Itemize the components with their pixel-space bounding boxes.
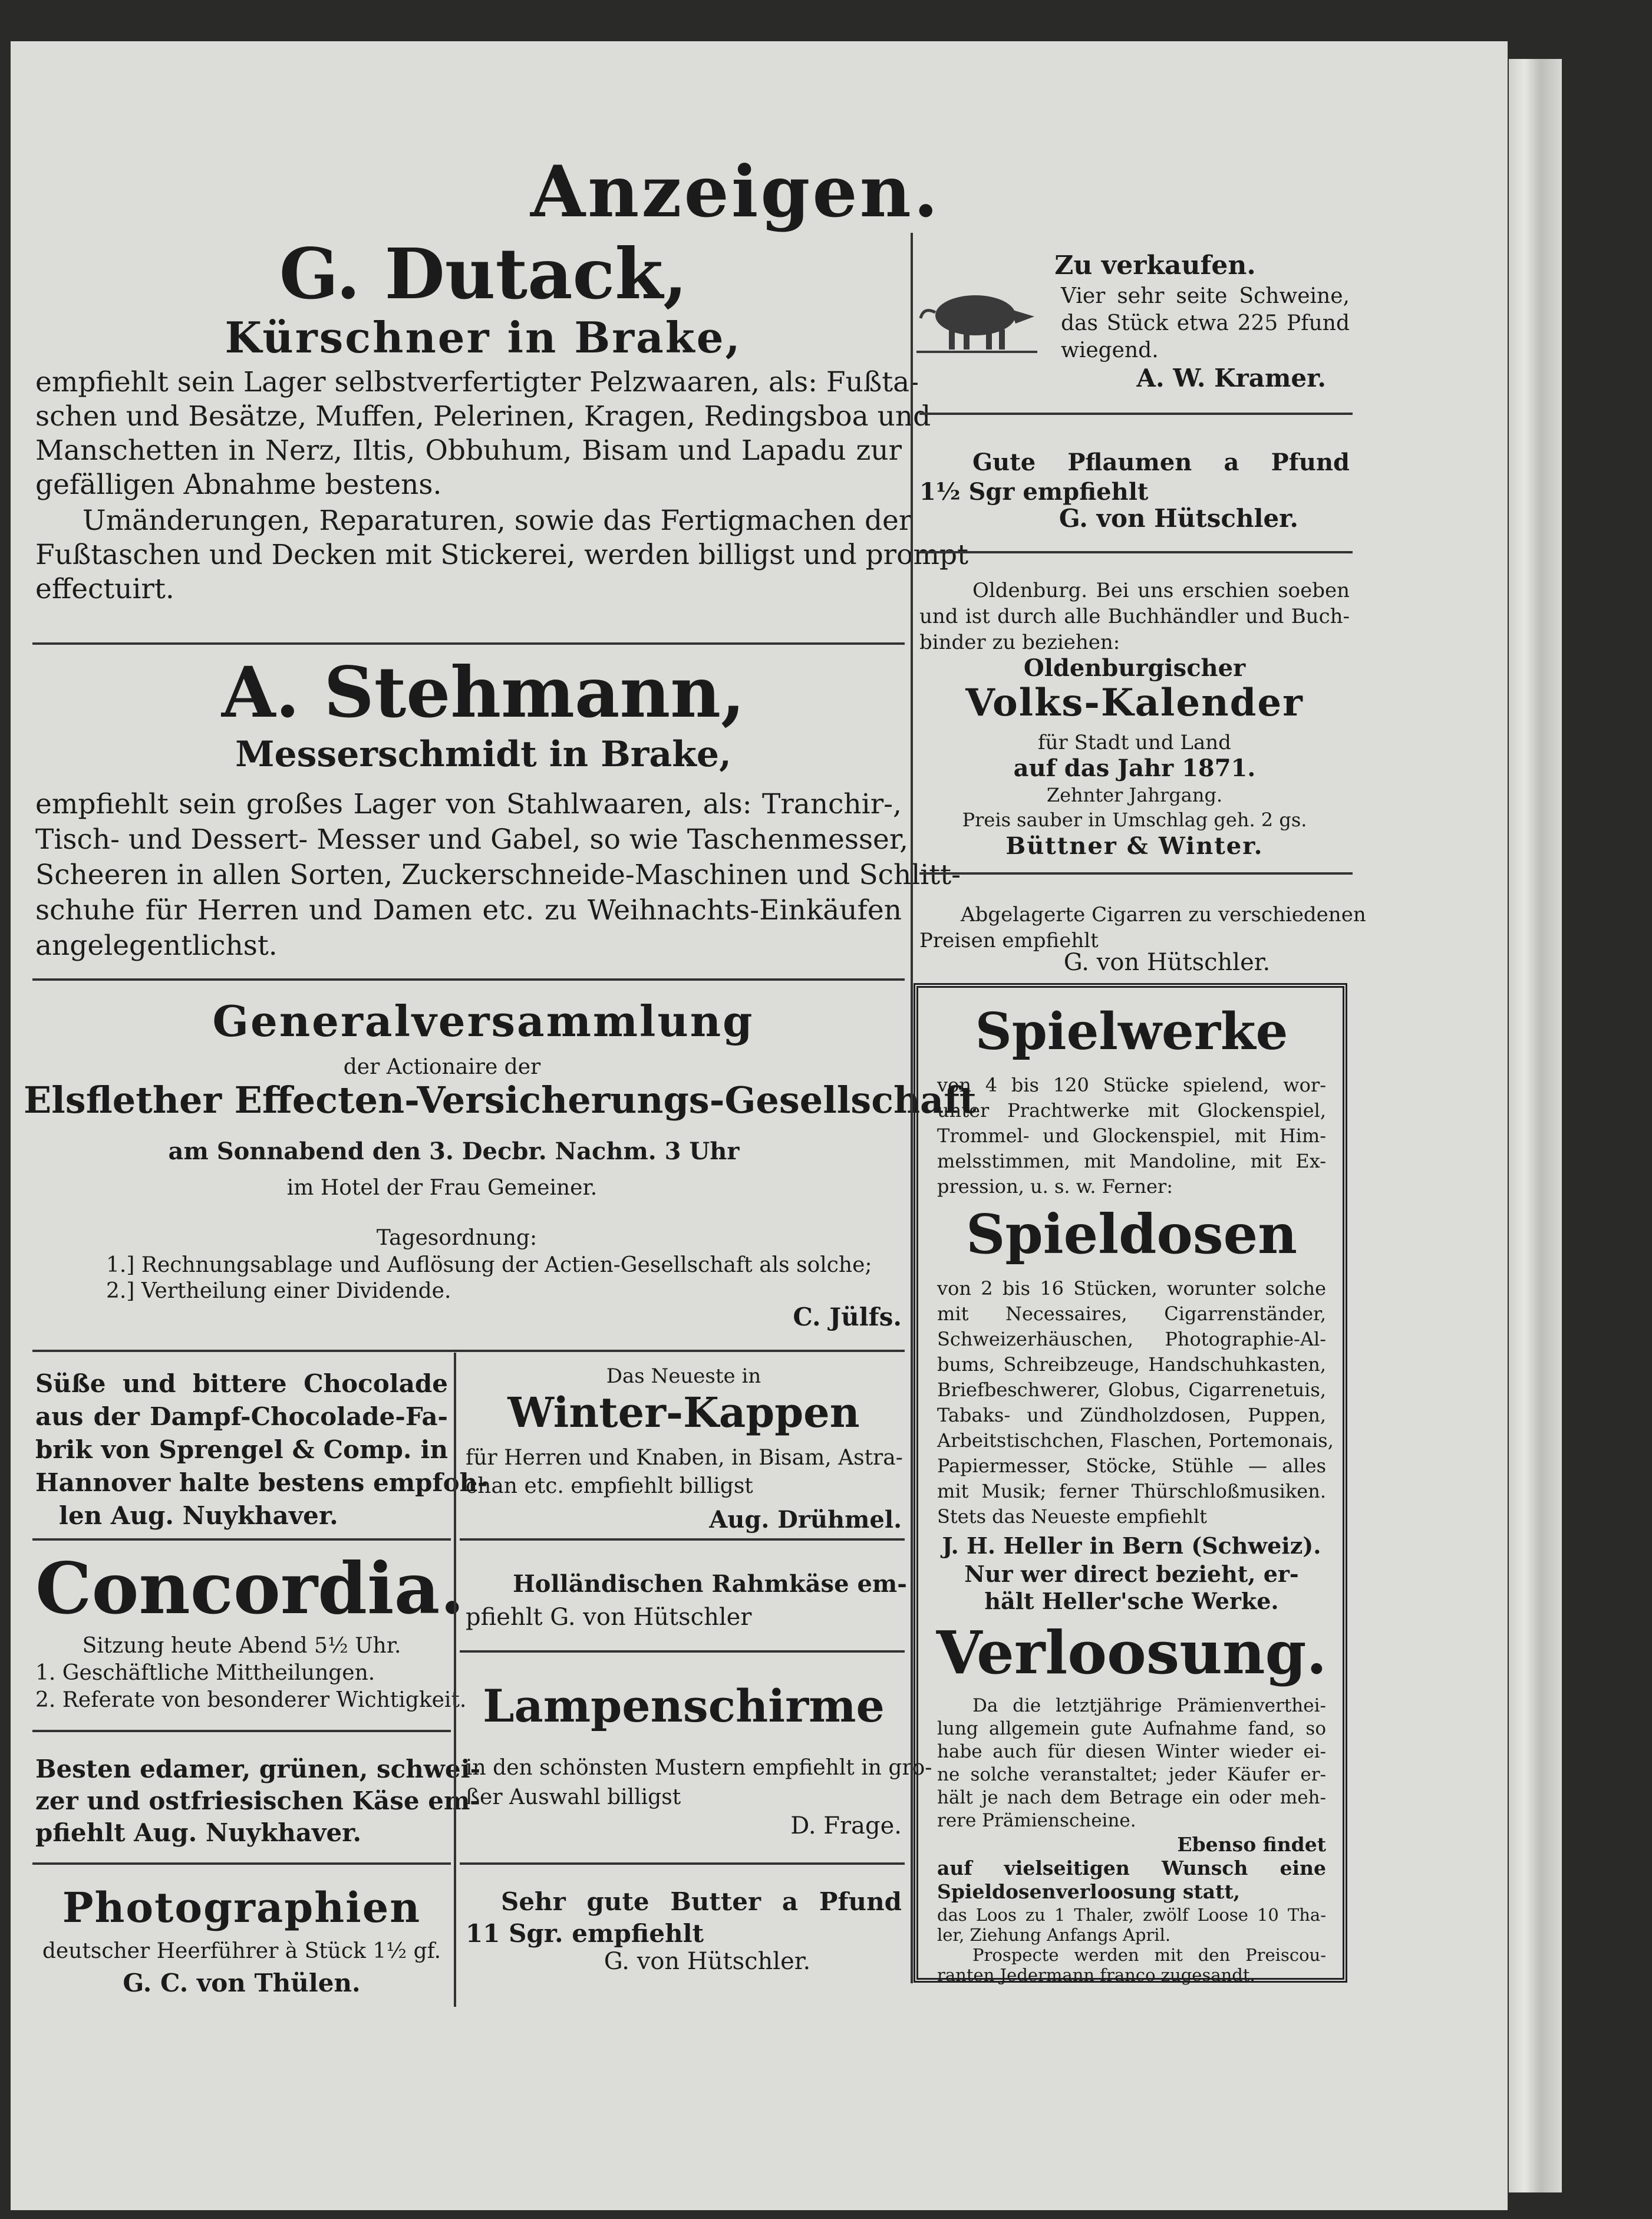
divider bbox=[32, 1350, 905, 1352]
text-line: Vier sehr seite Schweine, bbox=[1061, 284, 1350, 308]
text-line: von 2 bis 16 Stücken, worunter solche bbox=[937, 1277, 1326, 1300]
divider bbox=[919, 872, 1353, 875]
kalender-pre: Oldenburgischer bbox=[1023, 654, 1246, 682]
text-line: mit Musik; ferner Thürschloßmusiken. bbox=[937, 1480, 1326, 1502]
divider bbox=[460, 1862, 905, 1865]
kalender-sub2: auf das Jahr 1871. bbox=[1013, 754, 1256, 782]
pig-icon bbox=[916, 280, 1037, 357]
agenda-item: 1.] Rechnungsablage und Auflösung der Actien-Gesellschaft als solche; bbox=[106, 1253, 872, 1277]
text-line: und ist durch alle Buchhändler und Buch- bbox=[919, 605, 1350, 628]
text-line: Preisen empfiehlt bbox=[919, 929, 1099, 952]
photo-line: deutscher Heerführer à Stück 1½ gf. bbox=[42, 1939, 441, 1963]
verloosung-text bbox=[937, 1694, 1326, 1832]
page-title: Anzeigen. bbox=[530, 150, 941, 233]
text-line: Umänderungen, Reparaturen, sowie das Fertigmachen der bbox=[83, 505, 912, 537]
text-line: empfiehlt sein Lager selbstverfertigter Pelzwaaren, als: Fußta- bbox=[35, 366, 919, 398]
edamer-ad bbox=[35, 1753, 481, 1849]
text-line: brik von Sprengel & Comp. in bbox=[35, 1435, 448, 1464]
text-line: 2. Referate von besonderer Wichtigkeit. bbox=[35, 1688, 467, 1712]
pflaumen-sign: G. von Hütschler. bbox=[1059, 504, 1299, 533]
text-line: angelegentlichst. bbox=[35, 929, 278, 962]
text-line: Schweizerhäuschen, Photographie-Al- bbox=[937, 1328, 1326, 1350]
text-line: melsstimmen, mit Mandoline, mit Ex- bbox=[937, 1150, 1326, 1172]
text-line: Prospecte werden mit den Preiscou- bbox=[972, 1945, 1326, 1965]
text-line: für Herren und Knaben, in Bisam, Astra- bbox=[466, 1446, 903, 1470]
spieldosen-title: Spieldosen bbox=[965, 1202, 1298, 1266]
winter-text bbox=[466, 1444, 902, 1501]
divider bbox=[32, 1730, 451, 1732]
text-line: lung allgemein gute Aufnahme fand, so bbox=[937, 1718, 1326, 1739]
spielwerke-text bbox=[937, 1073, 1326, 1199]
text-line: ler, Ziehung Anfangs April. bbox=[937, 1925, 1171, 1945]
kalender-title: Volks-Kalender bbox=[965, 681, 1304, 725]
text-line: Scheeren in allen Sorten, Zuckerschneide-Maschinen und Schlitt- bbox=[35, 859, 961, 891]
agenda-item: 2.] Vertheilung einer Dividende. bbox=[106, 1279, 451, 1303]
lampen-title: Lampenschirme bbox=[483, 1680, 885, 1732]
text-line: wiegend. bbox=[1061, 338, 1159, 362]
text-line: pression, u. s. w. Ferner: bbox=[937, 1175, 1173, 1198]
text-line: Briefbeschwerer, Globus, Cigarrenetuis, bbox=[937, 1379, 1326, 1401]
winter-title: Winter-Kappen bbox=[507, 1388, 860, 1437]
text-line: pfiehlt G. von Hütschler bbox=[466, 1604, 752, 1631]
text-line: hält je nach dem Betrage ein oder meh- bbox=[937, 1787, 1326, 1808]
winter-sign: Aug. Drühmel. bbox=[709, 1506, 902, 1534]
text-line: Fußtaschen und Decken mit Stickerei, werden billigst und prompt bbox=[35, 539, 968, 571]
winter-intro: Das Neueste in bbox=[606, 1364, 761, 1388]
divider bbox=[32, 642, 905, 645]
column-rule bbox=[454, 1353, 456, 2007]
dutack-text-2 bbox=[35, 504, 968, 606]
text-line: ßer Auswahl billigst bbox=[466, 1785, 681, 1809]
verkaufen-title: Zu verkaufen. bbox=[1054, 250, 1256, 281]
text-line: Gute Pflaumen a Pfund bbox=[972, 449, 1350, 476]
spielwerke-bold bbox=[925, 1561, 1338, 1615]
divider bbox=[32, 1862, 451, 1865]
general-sign: C. Jülfs. bbox=[793, 1303, 902, 1331]
verloosung-title: Verloosung. bbox=[936, 1618, 1327, 1687]
text-line: Stets das Neueste empfiehlt bbox=[937, 1505, 1207, 1528]
text-line: len Aug. Nuykhaver. bbox=[59, 1501, 338, 1530]
lampen-text bbox=[466, 1753, 932, 1812]
verkaufen-text bbox=[1061, 283, 1350, 364]
general-agenda bbox=[106, 1252, 896, 1304]
pflaumen-ad bbox=[919, 448, 1350, 507]
text-line: Besten edamer, grünen, schwei- bbox=[35, 1755, 481, 1783]
text-line: Da die letztjährige Prämienverthei- bbox=[972, 1695, 1326, 1716]
text-line: chan etc. empfiehlt billigst bbox=[466, 1474, 753, 1498]
general-date: am Sonnabend den 3. Decbr. Nachm. 3 Uhr bbox=[168, 1137, 740, 1165]
general-agenda-label: Tagesordnung: bbox=[376, 1226, 538, 1250]
stehmann-text bbox=[35, 787, 961, 964]
general-sub: der Actionaire der bbox=[343, 1055, 541, 1079]
text-line: schuhe für Herren und Damen etc. zu Weihnachts-Einkäufen bbox=[35, 894, 902, 926]
text-line: pfiehlt Aug. Nuykhaver. bbox=[35, 1818, 362, 1847]
concordia-title: Concordia. bbox=[35, 1547, 465, 1630]
cigarren-text bbox=[919, 902, 1366, 954]
rahmkaese-ad bbox=[466, 1568, 907, 1634]
text-line: 1. Geschäftliche Mittheilungen. bbox=[35, 1661, 375, 1685]
text-line: Nur wer direct bezieht, er- bbox=[964, 1561, 1299, 1587]
text-line: das Loos zu 1 Thaler, zwölf Loose 10 Tha- bbox=[937, 1905, 1326, 1925]
text-line: Abgelagerte Cigarren zu verschiedenen bbox=[961, 903, 1366, 926]
divider bbox=[919, 551, 1353, 553]
text-line: in den schönsten Mustern empfiehlt in gro- bbox=[466, 1756, 932, 1780]
kalender-sub3: Zehnter Jahrgang. bbox=[1046, 784, 1223, 806]
text-line: auf vielseitigen Wunsch eine bbox=[937, 1857, 1326, 1880]
text-line: Süße und bittere Chocolade bbox=[35, 1369, 448, 1398]
text-line: Arbeitstischchen, Flaschen, Portemonais, bbox=[937, 1429, 1334, 1452]
divider bbox=[919, 413, 1353, 415]
dutack-text bbox=[35, 365, 931, 502]
text-line: Oldenburg. Bei uns erschien soeben bbox=[972, 579, 1350, 602]
text-line: Ebenso findet bbox=[1177, 1833, 1326, 1856]
text-line: ne solche veranstaltet; jeder Käufer er- bbox=[937, 1764, 1326, 1785]
text-line: Manschetten in Nerz, Iltis, Obbuhum, Bisam und Lapadu zur bbox=[35, 434, 902, 467]
general-company: Elsflether Effecten-Versicherungs-Gesellschaft bbox=[24, 1079, 977, 1122]
general-place: im Hotel der Frau Gemeiner. bbox=[286, 1176, 598, 1200]
verkaufen-sign: A. W. Kramer. bbox=[1136, 364, 1326, 393]
text-line: Tabaks- und Zündholzdosen, Puppen, bbox=[937, 1404, 1326, 1426]
text-line: schen und Besätze, Muffen, Pelerinen, Kragen, Redingsboa und bbox=[35, 400, 931, 433]
text-line: effectuirt. bbox=[35, 573, 174, 605]
text-line: binder zu beziehen: bbox=[919, 631, 1120, 654]
dutack-name: G. Dutack, bbox=[279, 233, 688, 315]
spielwerke-title: Spielwerke bbox=[975, 1002, 1288, 1061]
text-line: Sehr gute Butter a Pfund bbox=[501, 1887, 902, 1916]
photo-title: Photographien bbox=[62, 1883, 421, 1932]
text-line: hält Heller'sche Werke. bbox=[984, 1588, 1279, 1614]
text-line: Trommel- und Glockenspiel, mit Him- bbox=[937, 1125, 1326, 1147]
dutack-trade: Kürschner in Brake, bbox=[225, 312, 742, 362]
butter-ad bbox=[466, 1886, 902, 1950]
text-line: Hannover halte bestens empfoh- bbox=[35, 1468, 488, 1497]
divider bbox=[460, 1538, 905, 1541]
verloosung-text-2 bbox=[937, 1905, 1326, 1985]
text-line: Papiermesser, Stöcke, Stühle — alles bbox=[937, 1455, 1326, 1477]
kalender-sub1: für Stadt und Land bbox=[1038, 731, 1231, 754]
stehmann-trade: Messerschmidt in Brake, bbox=[235, 734, 731, 775]
cigarren-sign: G. von Hütschler. bbox=[1063, 949, 1271, 976]
text-line: ranten Jedermann franco zugesandt. bbox=[937, 1965, 1255, 1985]
text-line: gefälligen Abnahme bestens. bbox=[35, 469, 442, 501]
divider bbox=[32, 978, 905, 981]
stehmann-name: A. Stehmann, bbox=[221, 651, 746, 733]
chocolade-ad bbox=[35, 1367, 488, 1532]
kalender-sign: Büttner & Winter. bbox=[1005, 832, 1264, 860]
text-line: unter Prachtwerke mit Glockenspiel, bbox=[937, 1099, 1326, 1122]
page-edge bbox=[1509, 59, 1562, 2192]
text-line: 11 Sgr. empfiehlt bbox=[466, 1919, 704, 1948]
text-line: das Stück etwa 225 Pfund bbox=[1061, 311, 1350, 335]
lampen-sign: D. Frage. bbox=[790, 1812, 902, 1839]
photo-sign: G. C. von Thülen. bbox=[123, 1969, 361, 1997]
spielwerke-maker: J. H. Heller in Bern (Schweiz). bbox=[942, 1532, 1321, 1559]
text-line: rere Prämienscheine. bbox=[937, 1810, 1136, 1831]
text-line: Tisch- und Dessert- Messer und Gabel, so wie Taschenmesser, bbox=[35, 823, 909, 856]
general-title: Generalversammlung bbox=[212, 996, 754, 1046]
kalender-price: Preis sauber in Umschlag geh. 2 gs. bbox=[962, 809, 1307, 831]
text-line: Spieldosenverloosung statt, bbox=[937, 1880, 1241, 1903]
text-line: mit Necessaires, Cigarrenständer, bbox=[937, 1303, 1326, 1325]
divider bbox=[32, 1538, 451, 1541]
kalender-text bbox=[919, 578, 1350, 655]
text-line: aus der Dampf-Chocolade-Fa- bbox=[35, 1402, 448, 1431]
column-rule bbox=[911, 233, 913, 1983]
spieldosen-text bbox=[937, 1276, 1334, 1529]
verloosung-bold bbox=[937, 1833, 1326, 1904]
text-line: bums, Schreibzeuge, Handschuhkasten, bbox=[937, 1353, 1326, 1376]
text-line: Holländischen Rahmkäse em- bbox=[513, 1570, 907, 1598]
text-line: von 4 bis 120 Stücke spielend, wor- bbox=[937, 1074, 1326, 1096]
text-line: habe auch für diesen Winter wieder ei- bbox=[937, 1741, 1326, 1762]
divider bbox=[460, 1650, 905, 1653]
concordia-text bbox=[35, 1633, 467, 1714]
text-line: zer und ostfriesischen Käse em- bbox=[35, 1786, 480, 1815]
butter-sign: G. von Hütschler. bbox=[604, 1948, 811, 1975]
text-line: empfiehlt sein großes Lager von Stahlwaaren, als: Tranchir-, bbox=[35, 788, 902, 820]
text-line: 1½ Sgr empfiehlt bbox=[919, 478, 1149, 506]
text-line: Sitzung heute Abend 5½ Uhr. bbox=[82, 1634, 401, 1658]
